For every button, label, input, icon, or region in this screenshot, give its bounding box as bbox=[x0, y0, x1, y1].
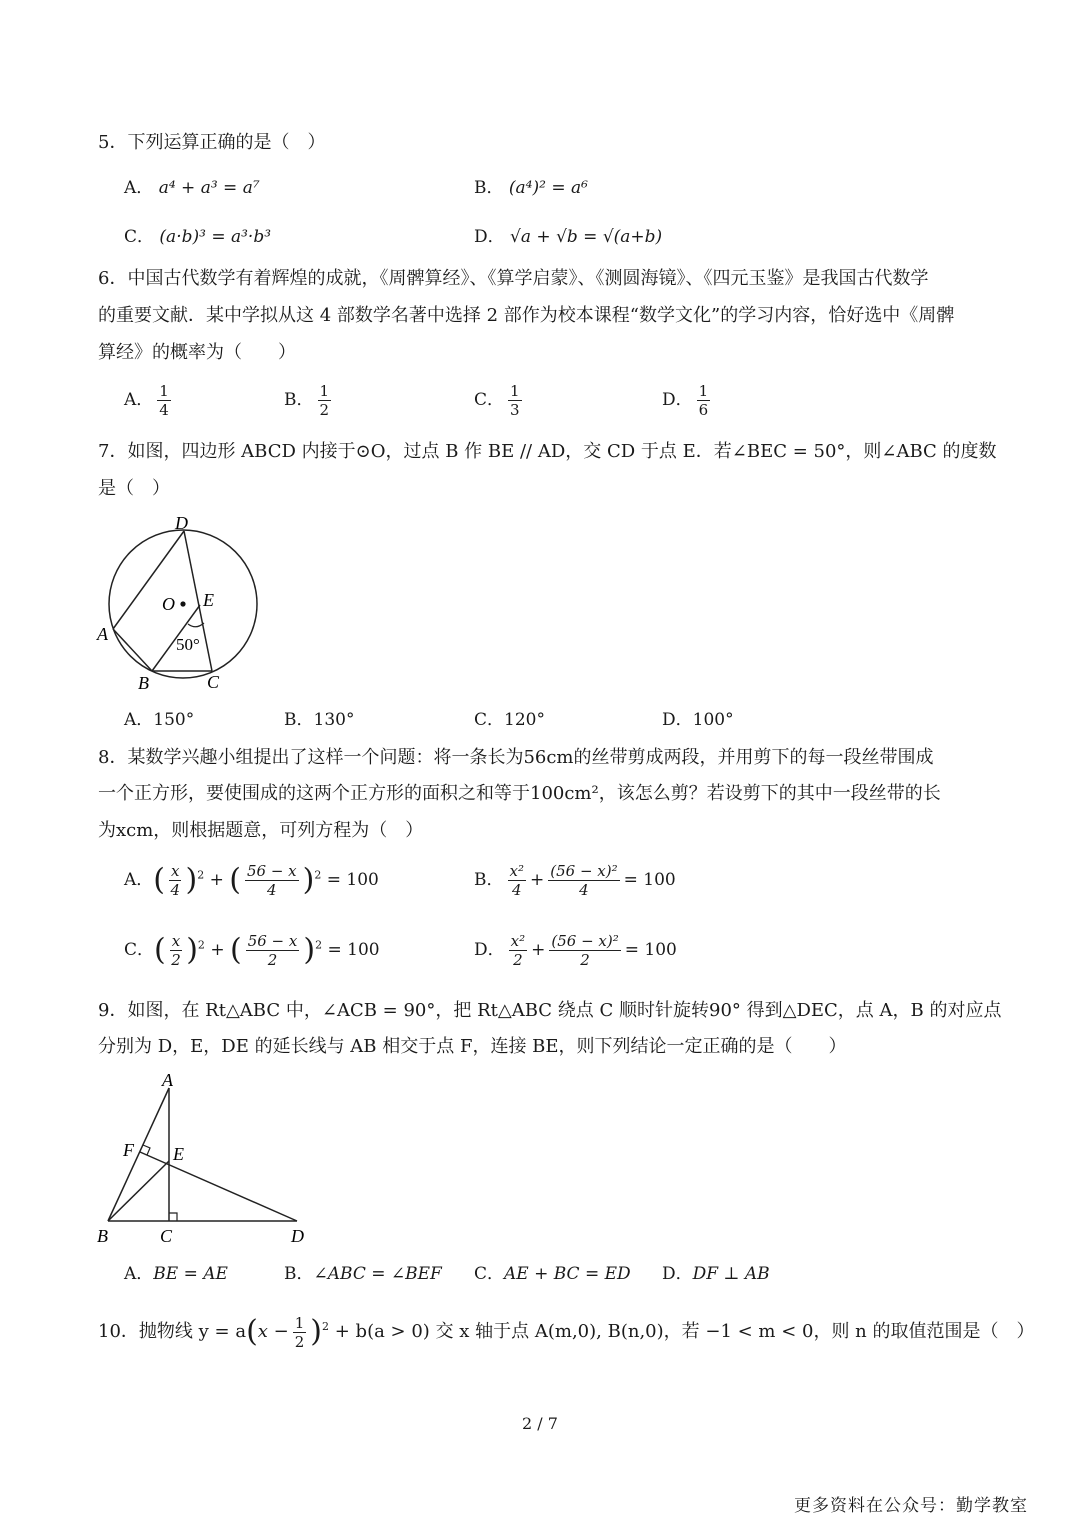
q7-option-c bbox=[474, 709, 545, 731]
fraction bbox=[697, 382, 711, 419]
center-dot bbox=[180, 601, 185, 606]
option-expr: √a + √b = √(a+b) bbox=[510, 227, 663, 247]
numerator: 1 bbox=[319, 382, 330, 400]
fraction bbox=[508, 382, 522, 419]
option-label: C． bbox=[474, 710, 505, 730]
option-label: C． bbox=[474, 390, 505, 410]
label-b: B bbox=[97, 1226, 108, 1246]
q8-option-b: B． $\frac{\text{x²}}{4}$ + $\frac{\text{(56 − x)²}}{4}$ = 100 bbox=[474, 862, 676, 899]
q7-figure bbox=[90, 508, 280, 698]
q6-line1: 6．中国古代数学有着辉煌的成就，《周髀算经》、《算学启蒙》、《测圆海镜》、《四元玉鉴》是我国古代数学 bbox=[98, 268, 929, 289]
q10-pre: 10．抛物线 y = a bbox=[98, 1321, 247, 1342]
numerator: 56 − x bbox=[247, 932, 298, 950]
option-label: D． bbox=[662, 710, 693, 730]
option-label: A． bbox=[124, 710, 154, 730]
angle-label: 50° bbox=[176, 635, 200, 654]
rhs: = 100 bbox=[623, 870, 676, 890]
numerator: 1 bbox=[159, 382, 169, 400]
numerator: 1 bbox=[294, 1313, 305, 1332]
q8-line2: 一个正方形，要使围成的这两个正方形的面积之和等于100cm²，该怎么剪？若设剪下的其中一段丝带的长 bbox=[98, 783, 941, 804]
label-c: C bbox=[160, 1226, 173, 1246]
q7-option-d bbox=[662, 709, 734, 731]
fraction bbox=[508, 862, 526, 899]
segment-fd bbox=[140, 1152, 297, 1221]
label-o: O bbox=[162, 594, 175, 614]
option-label: D． bbox=[662, 1264, 693, 1284]
option-label: A． bbox=[124, 1264, 154, 1284]
paren-close: ) bbox=[310, 1314, 323, 1349]
option-label: D． bbox=[474, 227, 505, 247]
segment-be bbox=[108, 1161, 169, 1221]
fraction bbox=[509, 932, 527, 969]
option-text: DF ⊥ AB bbox=[692, 1264, 770, 1284]
q8-option-d: D． $\frac{\text{x²}}{2}$ + $\frac{\text{(56 − x)²}}{2}$ = 100 bbox=[474, 932, 677, 969]
fraction bbox=[549, 932, 620, 969]
fraction bbox=[246, 932, 300, 969]
q7-option-a bbox=[124, 709, 194, 731]
fraction bbox=[170, 932, 182, 969]
q5-option-d bbox=[474, 226, 662, 248]
paren-open: ( bbox=[154, 932, 166, 968]
denominator: 2 bbox=[319, 401, 330, 419]
fraction bbox=[318, 382, 332, 419]
label-a: A bbox=[97, 624, 108, 644]
q10-inner: x − bbox=[257, 1321, 289, 1342]
q9-option-a bbox=[124, 1263, 228, 1285]
q6-line3: 算经》的概率为（ ） bbox=[98, 342, 296, 363]
denominator: 4 bbox=[579, 881, 589, 899]
option-label: B． bbox=[474, 178, 504, 198]
denominator: 4 bbox=[159, 401, 169, 419]
q9-option-c bbox=[474, 1263, 631, 1285]
fraction bbox=[245, 862, 299, 899]
rhs: = 100 bbox=[326, 870, 379, 890]
denominator: 6 bbox=[698, 401, 709, 419]
rhs: = 100 bbox=[327, 940, 380, 960]
option-text: 130° bbox=[313, 710, 355, 730]
denominator: 4 bbox=[170, 881, 180, 899]
label-d: D bbox=[175, 513, 188, 533]
option-text: 150° bbox=[153, 710, 195, 730]
fraction bbox=[157, 382, 171, 419]
label-e: E bbox=[203, 590, 214, 610]
q7-line1: 7．如图，四边形 ABCD 内接于⊙O，过点 B 作 BE // AD，交 CD 于点 E．若∠BEC = 50°，则∠ABC 的度数 bbox=[98, 441, 997, 462]
footer-note: 更多资料在公众号：勤学教室 bbox=[794, 1496, 1028, 1516]
option-label: D． bbox=[662, 390, 693, 410]
numerator: 1 bbox=[698, 382, 709, 400]
numerator: x² bbox=[510, 932, 526, 950]
paren-close: ) bbox=[186, 932, 198, 968]
paren-close: ) bbox=[302, 862, 315, 898]
option-label: B． bbox=[284, 1264, 314, 1284]
paren-close: ) bbox=[185, 862, 198, 898]
numerator: x bbox=[171, 932, 181, 950]
label-f: F bbox=[123, 1140, 134, 1160]
option-text: AE + BC = ED bbox=[504, 1264, 631, 1284]
option-label: C． bbox=[474, 1264, 505, 1284]
option-label: C． bbox=[124, 940, 155, 960]
numerator: x bbox=[171, 862, 180, 880]
denominator: 2 bbox=[294, 1332, 305, 1351]
q5-option-a bbox=[124, 177, 260, 199]
q6-option-a bbox=[124, 382, 175, 419]
paren-open: ( bbox=[229, 932, 242, 968]
numerator: 56 − x bbox=[246, 862, 297, 880]
q7-option-b bbox=[284, 709, 354, 731]
q9-figure bbox=[92, 1068, 322, 1250]
q7-line2: 是（ ） bbox=[98, 478, 170, 499]
q8-option-c: C．( $\frac{x}{2}$ )$^2$ + ( $\frac{56 - x}{2}$ )$^2$ = 100 bbox=[124, 932, 380, 969]
denominator: 2 bbox=[267, 951, 278, 969]
segment-da bbox=[113, 531, 184, 629]
option-label: A． bbox=[124, 870, 154, 890]
option-label: D． bbox=[474, 940, 505, 960]
numerator: x² bbox=[509, 862, 524, 880]
option-label: B． bbox=[284, 390, 314, 410]
option-label: A． bbox=[124, 178, 154, 198]
q10-post: + b(a > 0) 交 x 轴于点 A(m,0), B(n,0)，若 −1 < m < 0，则 n 的取值范围是（ ） bbox=[334, 1321, 1035, 1342]
denominator: 2 bbox=[513, 951, 523, 969]
label-e: E bbox=[173, 1144, 184, 1164]
fraction bbox=[169, 862, 181, 899]
angle-arc bbox=[188, 623, 204, 627]
fraction bbox=[293, 1314, 307, 1351]
right-angle-c bbox=[169, 1213, 177, 1221]
option-text: 100° bbox=[692, 710, 734, 730]
option-expr: (a·b)³ = a³·b³ bbox=[159, 227, 272, 247]
rhs: = 100 bbox=[624, 940, 677, 960]
option-text: BE = AE bbox=[153, 1264, 228, 1284]
q9-line1: 9．如图，在 Rt△ABC 中，∠ACB = 90°，把 Rt△ABC 绕点 C 顺时针旋转90° 得到△DEC，点 A，B 的对应点 bbox=[98, 1000, 1002, 1021]
label-b: B bbox=[138, 673, 149, 693]
q8-line1: 8．某数学兴趣小组提出了这样一个问题：将一条长为56cm的丝带剪成两段，并用剪下的每一段丝带围成 bbox=[98, 747, 934, 768]
q6-option-d bbox=[662, 382, 714, 419]
option-label: B． bbox=[284, 710, 314, 730]
q5-stem: 5．下列运算正确的是（ ） bbox=[98, 132, 326, 153]
denominator: 4 bbox=[511, 881, 522, 899]
q5-option-b bbox=[474, 177, 588, 199]
q6-option-b bbox=[284, 382, 335, 419]
segment-ab bbox=[113, 629, 152, 671]
denominator: 4 bbox=[267, 881, 277, 899]
q6-option-c bbox=[474, 382, 526, 419]
q5-option-c bbox=[124, 226, 271, 248]
q6-line2: 的重要文献．某中学拟从这 4 部数学名著中选择 2 部作为校本课程“数学文化”的学习内容，恰好选中《周髀 bbox=[98, 305, 955, 326]
q8-option-a: A．( $\frac{x}{4}$ )$^2$ + ( $\frac{56 - x}{4}$ )$^2$ = 100 bbox=[124, 862, 379, 899]
option-label: C． bbox=[124, 227, 155, 247]
page-number: 2 / 7 bbox=[522, 1414, 558, 1433]
option-text: 120° bbox=[504, 710, 545, 730]
q8-line3: 为xcm，则根据题意，可列方程为（ ） bbox=[98, 820, 424, 841]
paren-open: ( bbox=[229, 862, 241, 898]
numerator: 1 bbox=[510, 382, 520, 400]
numerator: (56 − x)² bbox=[550, 862, 618, 880]
numerator: (56 − x)² bbox=[551, 932, 619, 950]
paren-open: ( bbox=[153, 862, 165, 898]
q10-stem: 10．抛物线 y = a(x − $\frac{1}{2}$ )$^2$ + b(a > 0) 交 x 轴于点 A(m,0), B(n,0)，若 −1 < m < 0，则 n 的取值范围是（ ） bbox=[98, 1313, 1035, 1351]
label-a: A bbox=[162, 1070, 173, 1090]
q9-line2: 分别为 D，E，DE 的延长线与 AB 相交于点 F，连接 BE，则下列结论一定正确的是（ ） bbox=[98, 1036, 847, 1057]
denominator: 2 bbox=[171, 951, 181, 969]
segment-ab bbox=[108, 1088, 169, 1221]
denominator: 2 bbox=[580, 951, 590, 969]
option-expr: a⁴ + a³ = a⁷ bbox=[158, 178, 260, 198]
option-label: B． bbox=[474, 870, 504, 890]
option-text: ∠ABC = ∠BEF bbox=[313, 1264, 442, 1284]
q9-option-d bbox=[662, 1263, 770, 1285]
option-label: A． bbox=[124, 390, 154, 410]
option-expr: (a⁴)² = a⁶ bbox=[508, 178, 588, 198]
label-c: C bbox=[207, 672, 220, 692]
label-d: D bbox=[291, 1226, 304, 1246]
denominator: 3 bbox=[510, 401, 520, 419]
paren-open: ( bbox=[246, 1314, 258, 1349]
fraction bbox=[548, 862, 619, 899]
q9-option-b bbox=[284, 1263, 442, 1285]
paren-close: ) bbox=[303, 932, 316, 968]
